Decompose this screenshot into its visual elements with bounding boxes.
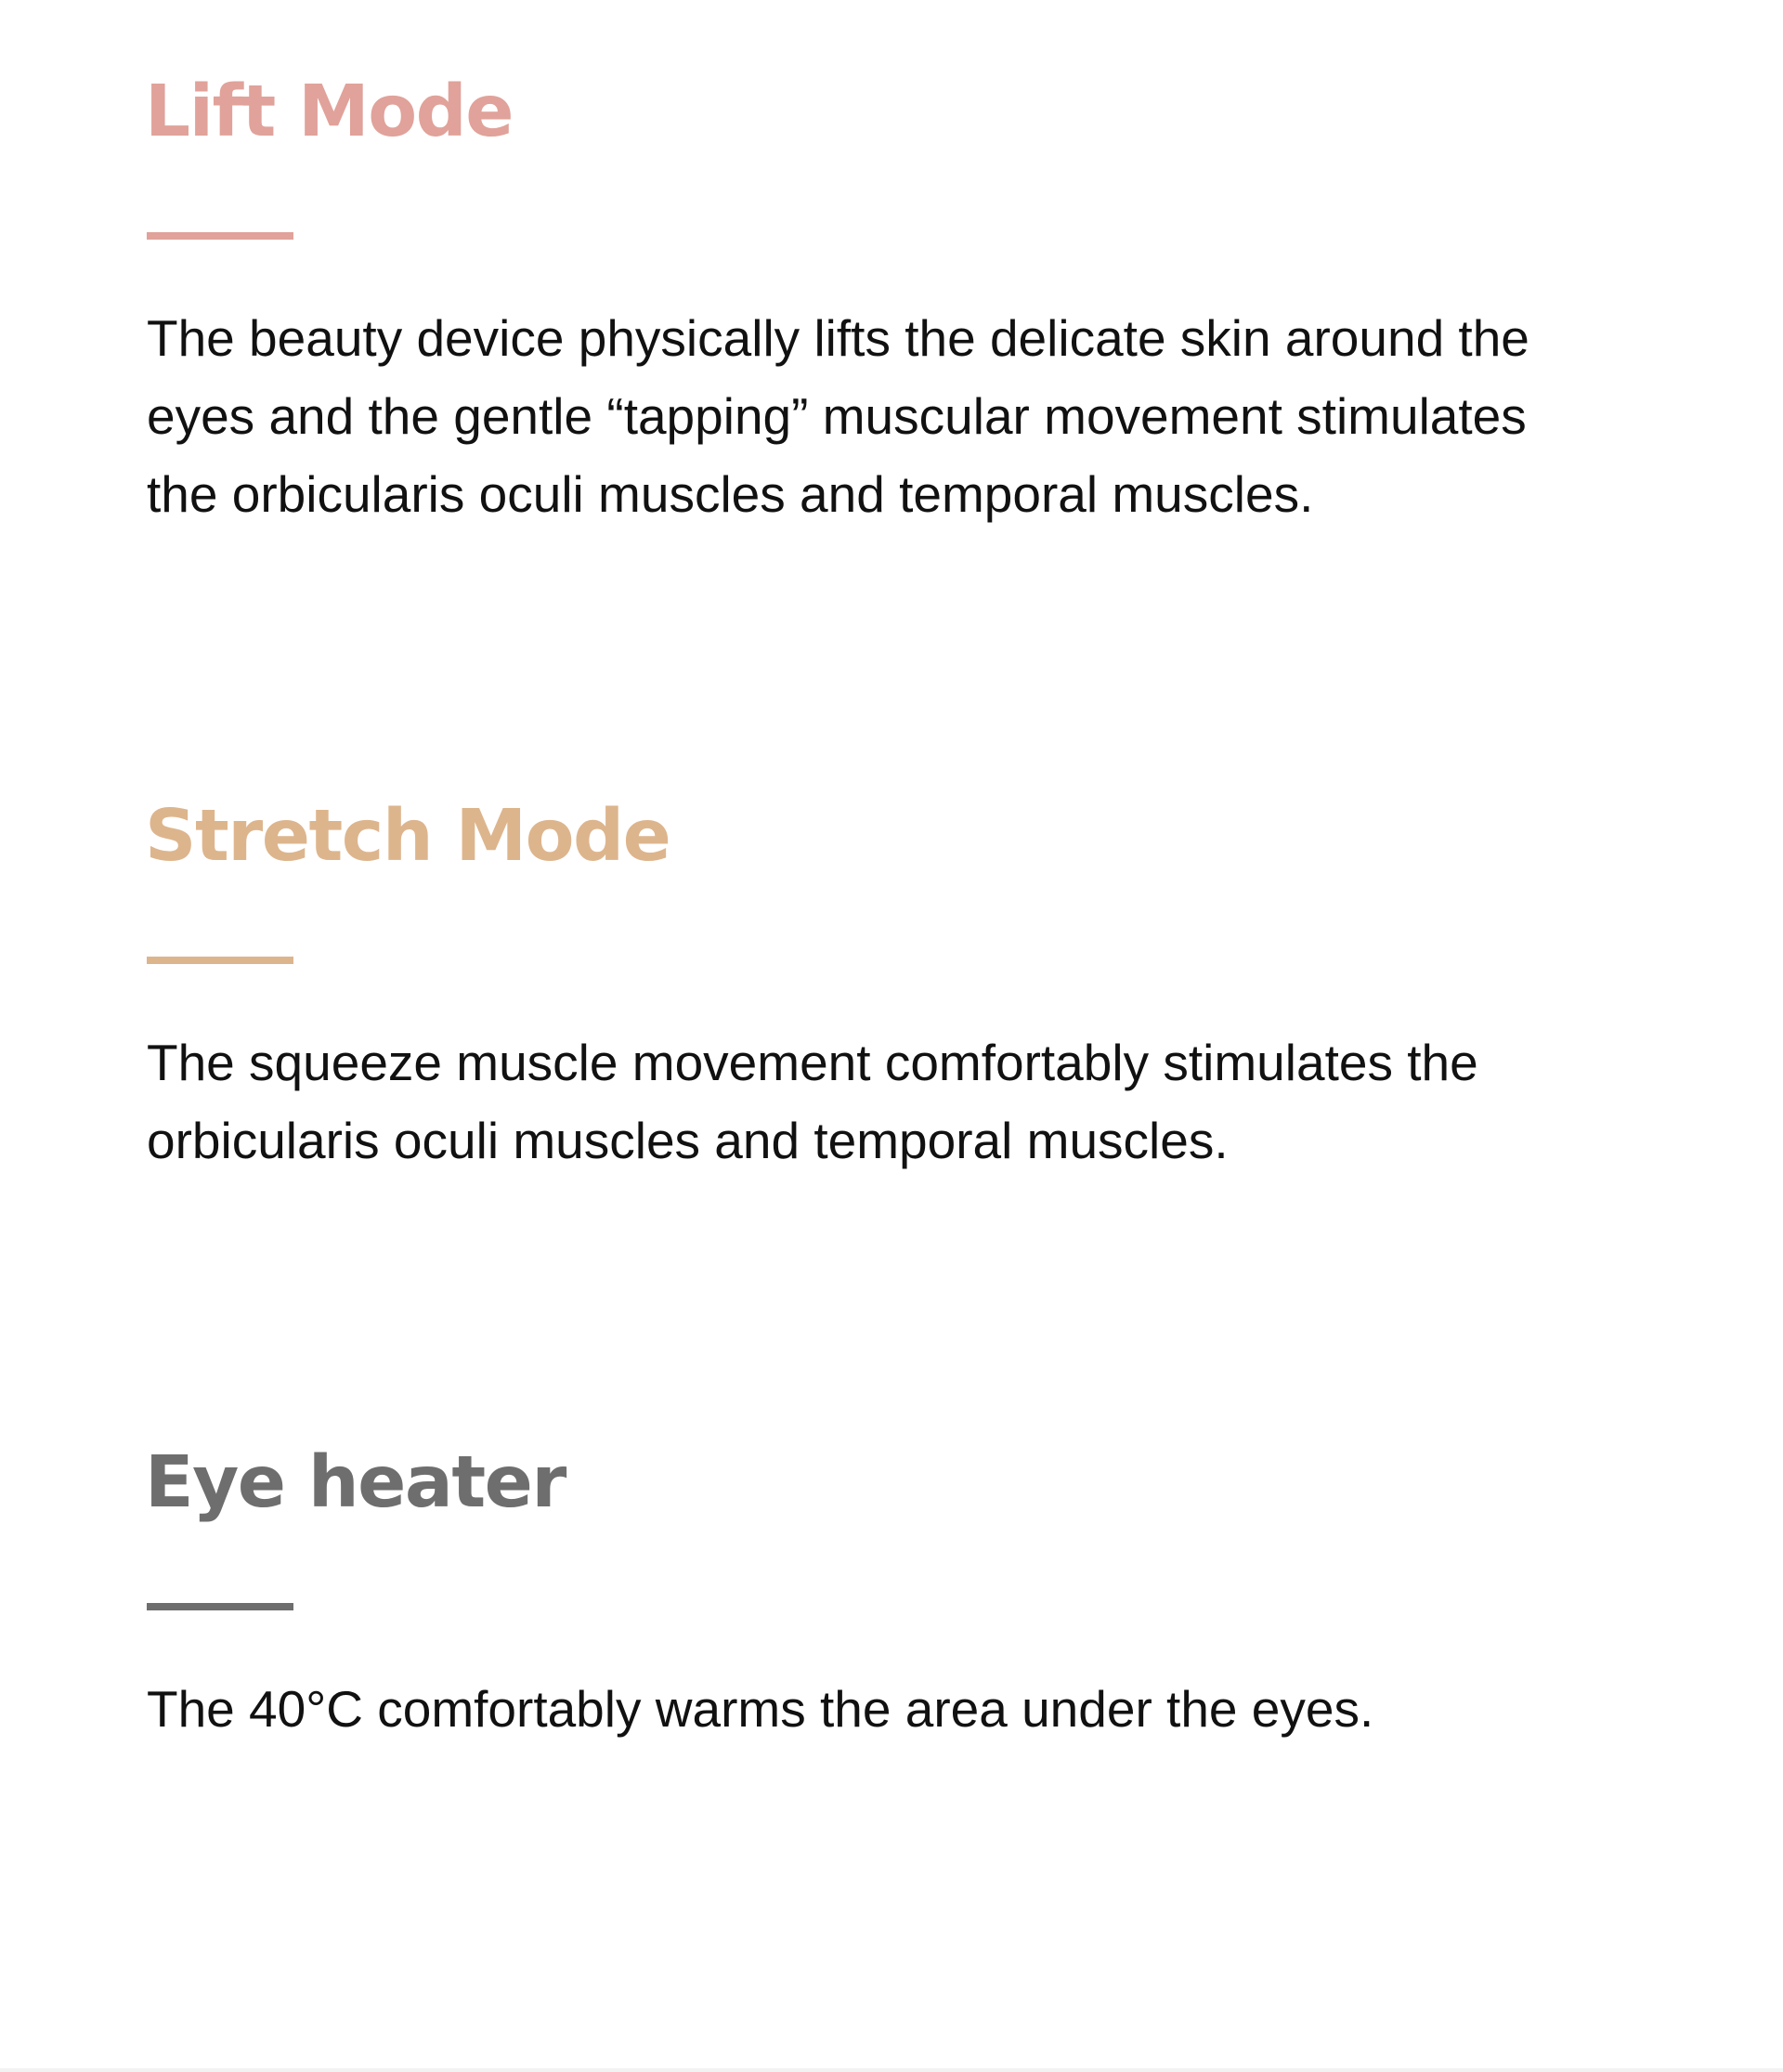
eye-heater-description: The 40°C comfortably warms the area under the eyes. [147, 1680, 1374, 1738]
lift-mode-title: Lift Mode [145, 71, 513, 153]
stretch-mode-description: The squeeze muscle movement comfortably stimulates the orbicularis oculi muscles and temporal muscles. [147, 1034, 1478, 1169]
eye-heater-divider [147, 1603, 293, 1610]
eye-heater-title: Eye heater [145, 1441, 566, 1524]
lift-mode-description: The beauty device physically lifts the delicate skin around the eyes and the gentle “tapping” muscular movement stimulates the orbicularis oculi muscles and temporal muscles. [147, 309, 1529, 523]
lift-mode-divider [147, 232, 293, 240]
stretch-mode-section [145, 795, 1631, 1169]
stretch-mode-divider [147, 957, 293, 964]
lift-mode-section [145, 71, 1631, 523]
page-bottom-divider [0, 2068, 1783, 2072]
stretch-mode-title: Stretch Mode [145, 795, 670, 878]
eye-heater-section [145, 1441, 1631, 1738]
